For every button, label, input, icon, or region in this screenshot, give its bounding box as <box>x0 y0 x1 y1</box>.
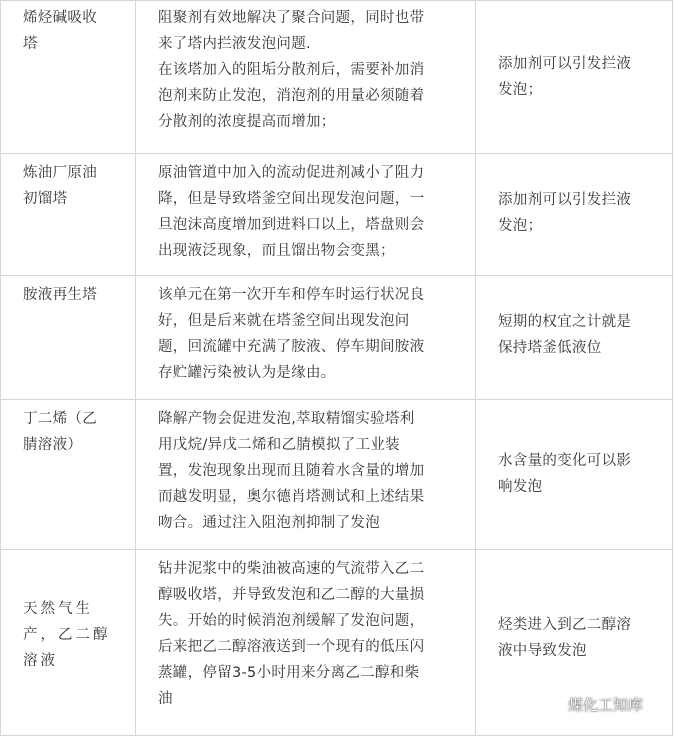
table-row <box>1 400 673 550</box>
description-cell: 原油管道中加入的流动促进剂减小了阻力 降，但是导致塔釜空间出现发泡问题，一 旦泡沫高度增加到进料口以上，塔盘则会 出现液泛现象，而且馏出物会变黑； <box>136 154 476 276</box>
conclusion-cell: 短期的权宜之计就是 保持塔釜低液位 <box>476 276 673 400</box>
watermark-text: 煤化工知库 <box>568 696 644 714</box>
system-cell: 胺液再生塔 <box>1 276 136 400</box>
wechat-icon <box>540 696 562 714</box>
conclusion-cell: 水含量的变化可以影 响发泡 <box>476 400 673 550</box>
table-row <box>1 1 673 154</box>
conclusion-cell: 烃类进入到乙二醇溶 液中导致发泡 <box>476 550 673 736</box>
watermark <box>540 694 643 715</box>
description-cell: 该单元在第一次开车和停车时运行状况良 好，但是后来就在塔釜空间出现发泡问 题，回流罐中充满了胺液、停车期间胺液 存贮罐污染被认为是缘由。 <box>136 276 476 400</box>
description-cell: 钻井泥浆中的柴油被高速的气流带入乙二 醇吸收塔，并导致发泡和乙二醇的大量损 失。开始的时候消泡剂缓解了发泡问题， 后来把乙二醇溶液送到一个现有的低压闪 蒸罐，停留3-5小时用来分离乙二醇和柴 油 <box>136 550 476 736</box>
system-cell: 烯烃碱吸收 塔 <box>1 1 136 154</box>
description-cell: 降解产物会促进发泡,萃取精馏实验塔利 用戊烷/异戊二烯和乙腈模拟了工业装 置，发泡现象出现而且随着水含量的增加 而越发明显，奥尔德肖塔测试和上述结果 吻合。通过注入阻泡剂抑制了发泡 <box>136 400 476 550</box>
system-cell: 炼油厂原油 初馏塔 <box>1 154 136 276</box>
conclusion-cell: 添加剂可以引发拦液 发泡； <box>476 1 673 154</box>
description-cell: 阻聚剂有效地解决了聚合问题，同时也带 来了塔内拦液发泡问题. 在该塔加入的阻垢分散剂后，需要补加消 泡剂来防止发泡，消泡剂的用量必须随着 分散剂的浓度提高而增加； <box>136 1 476 154</box>
table-row <box>1 154 673 276</box>
system-cell: 天然气生 产，乙二醇 溶液 <box>1 550 136 736</box>
conclusion-cell: 添加剂可以引发拦液 发泡； <box>476 154 673 276</box>
system-cell: 丁二烯（乙 腈溶液） <box>1 400 136 550</box>
table-row <box>1 276 673 400</box>
